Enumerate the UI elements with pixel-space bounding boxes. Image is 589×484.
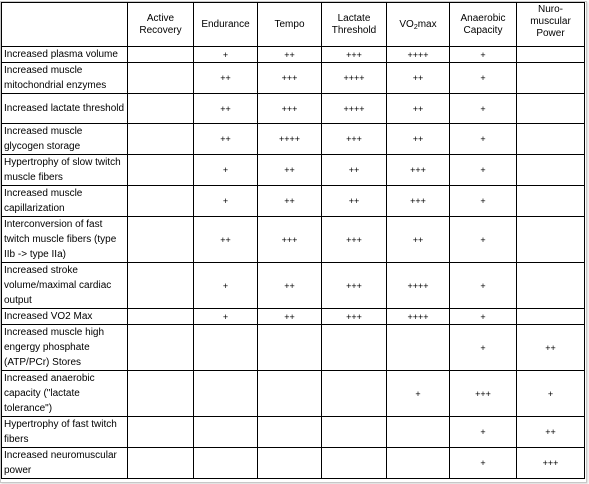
cell-neuromuscular-power	[517, 217, 585, 263]
row-label: Increased neuromuscular power	[2, 448, 128, 479]
header-lactate-threshold: Lactate Threshold	[322, 3, 387, 47]
cell-lactate-threshold: +++	[322, 263, 387, 309]
table-row	[2, 309, 585, 325]
table-row	[2, 263, 585, 309]
cell-lactate-threshold: +++	[322, 124, 387, 155]
cell-active-recovery	[128, 417, 194, 448]
table-row	[2, 371, 585, 417]
row-label: Increased muscle high engergy phosphate (ATP/PCr) Stores	[2, 325, 128, 371]
cell-neuromuscular-power: +++	[517, 448, 585, 479]
row-label: Increased stroke volume/maximal cardiac output	[2, 263, 128, 309]
cell-neuromuscular-power	[517, 47, 585, 63]
cell-anaerobic-capacity: +	[450, 417, 517, 448]
table-row	[2, 448, 585, 479]
cell-vo2max	[387, 325, 450, 371]
cell-tempo: +++	[258, 94, 322, 124]
cell-endurance: +	[194, 47, 258, 63]
cell-tempo	[258, 448, 322, 479]
cell-tempo: +++	[258, 217, 322, 263]
table-row	[2, 155, 585, 186]
training-adaptations-table	[1, 2, 585, 479]
cell-anaerobic-capacity: +	[450, 448, 517, 479]
row-label: Increased plasma volume	[2, 47, 128, 63]
cell-neuromuscular-power	[517, 94, 585, 124]
cell-active-recovery	[128, 371, 194, 417]
cell-neuromuscular-power: +	[517, 371, 585, 417]
row-label: Increased VO2 Max	[2, 309, 128, 325]
row-label: Hypertrophy of fast twitch fibers	[2, 417, 128, 448]
cell-vo2max: ++	[387, 124, 450, 155]
cell-tempo: ++++	[258, 124, 322, 155]
header-endurance: Endurance	[194, 3, 258, 47]
vo2max-prefix: VO	[399, 18, 414, 30]
table-frame	[0, 1, 587, 483]
cell-endurance: ++	[194, 94, 258, 124]
row-label: Increased muscle glycogen storage	[2, 124, 128, 155]
cell-neuromuscular-power	[517, 155, 585, 186]
header-anaerobic-capacity: Anaerobic Capacity	[450, 3, 517, 47]
cell-anaerobic-capacity: +	[450, 309, 517, 325]
cell-lactate-threshold	[322, 417, 387, 448]
cell-active-recovery	[128, 448, 194, 479]
cell-neuromuscular-power	[517, 124, 585, 155]
cell-active-recovery	[128, 217, 194, 263]
cell-anaerobic-capacity: +	[450, 124, 517, 155]
cell-anaerobic-capacity: +	[450, 325, 517, 371]
cell-vo2max: ++	[387, 94, 450, 124]
header-tempo: Tempo	[258, 3, 322, 47]
cell-lactate-threshold	[322, 325, 387, 371]
cell-endurance: +	[194, 263, 258, 309]
cell-vo2max: ++++	[387, 47, 450, 63]
table-row	[2, 186, 585, 217]
cell-tempo: ++	[258, 186, 322, 217]
cell-lactate-threshold: ++++	[322, 94, 387, 124]
table-row	[2, 217, 585, 263]
row-label: Hypertrophy of slow twitch muscle fibers	[2, 155, 128, 186]
cell-tempo: ++	[258, 263, 322, 309]
cell-lactate-threshold: ++	[322, 186, 387, 217]
cell-vo2max: ++++	[387, 309, 450, 325]
table-body	[2, 47, 585, 479]
cell-neuromuscular-power	[517, 63, 585, 94]
table-row	[2, 63, 585, 94]
cell-vo2max: +++	[387, 186, 450, 217]
cell-endurance: ++	[194, 217, 258, 263]
header-neuromuscular-power: Nuro-muscular Power	[517, 3, 585, 47]
cell-anaerobic-capacity: +	[450, 94, 517, 124]
cell-anaerobic-capacity: +	[450, 47, 517, 63]
cell-endurance: ++	[194, 124, 258, 155]
cell-neuromuscular-power	[517, 309, 585, 325]
cell-vo2max: ++++	[387, 263, 450, 309]
cell-anaerobic-capacity: +	[450, 217, 517, 263]
row-label: Increased muscle capillarization	[2, 186, 128, 217]
cell-lactate-threshold: ++	[322, 155, 387, 186]
table-row	[2, 94, 585, 124]
cell-vo2max: +++	[387, 155, 450, 186]
row-label: Interconversion of fast twitch muscle fibers (type IIb -> type IIa)	[2, 217, 128, 263]
cell-lactate-threshold: +++	[322, 47, 387, 63]
cell-lactate-threshold	[322, 448, 387, 479]
cell-endurance	[194, 448, 258, 479]
cell-anaerobic-capacity: +	[450, 63, 517, 94]
cell-anaerobic-capacity: +	[450, 186, 517, 217]
cell-vo2max	[387, 448, 450, 479]
cell-vo2max	[387, 417, 450, 448]
cell-vo2max: ++	[387, 63, 450, 94]
row-label: Increased lactate threshold	[2, 94, 128, 124]
cell-active-recovery	[128, 263, 194, 309]
cell-vo2max: +	[387, 371, 450, 417]
cell-anaerobic-capacity: +++	[450, 371, 517, 417]
cell-tempo	[258, 371, 322, 417]
cell-active-recovery	[128, 309, 194, 325]
cell-tempo	[258, 325, 322, 371]
header-vo2max	[387, 3, 450, 47]
cell-neuromuscular-power: ++	[517, 325, 585, 371]
row-label: Increased muscle mitochondrial enzymes	[2, 63, 128, 94]
table-row	[2, 47, 585, 63]
cell-endurance: +	[194, 186, 258, 217]
cell-endurance: +	[194, 309, 258, 325]
cell-tempo: ++	[258, 47, 322, 63]
header-active-recovery: Active Recovery	[128, 3, 194, 47]
cell-lactate-threshold: ++++	[322, 63, 387, 94]
cell-tempo: ++	[258, 155, 322, 186]
cell-tempo: ++	[258, 309, 322, 325]
cell-endurance	[194, 417, 258, 448]
cell-neuromuscular-power	[517, 263, 585, 309]
table-row	[2, 325, 585, 371]
cell-endurance	[194, 371, 258, 417]
cell-neuromuscular-power: ++	[517, 417, 585, 448]
vo2max-subscript: 2	[413, 23, 418, 31]
cell-anaerobic-capacity: +	[450, 263, 517, 309]
cell-active-recovery	[128, 186, 194, 217]
header-row	[2, 3, 585, 47]
cell-lactate-threshold: +++	[322, 217, 387, 263]
cell-active-recovery	[128, 124, 194, 155]
cell-active-recovery	[128, 47, 194, 63]
cell-neuromuscular-power	[517, 186, 585, 217]
table-row	[2, 417, 585, 448]
table-row	[2, 124, 585, 155]
cell-endurance: +	[194, 155, 258, 186]
cell-active-recovery	[128, 94, 194, 124]
vo2max-suffix: max	[417, 18, 437, 30]
cell-anaerobic-capacity: +	[450, 155, 517, 186]
cell-active-recovery	[128, 325, 194, 371]
cell-vo2max: ++	[387, 217, 450, 263]
cell-lactate-threshold	[322, 371, 387, 417]
cell-active-recovery	[128, 155, 194, 186]
cell-tempo	[258, 417, 322, 448]
cell-lactate-threshold: +++	[322, 309, 387, 325]
row-label: Increased anaerobic capacity ("lactate tolerance")	[2, 371, 128, 417]
cell-endurance	[194, 325, 258, 371]
cell-endurance: ++	[194, 63, 258, 94]
corner-cell	[2, 3, 128, 47]
cell-active-recovery	[128, 63, 194, 94]
cell-tempo: +++	[258, 63, 322, 94]
